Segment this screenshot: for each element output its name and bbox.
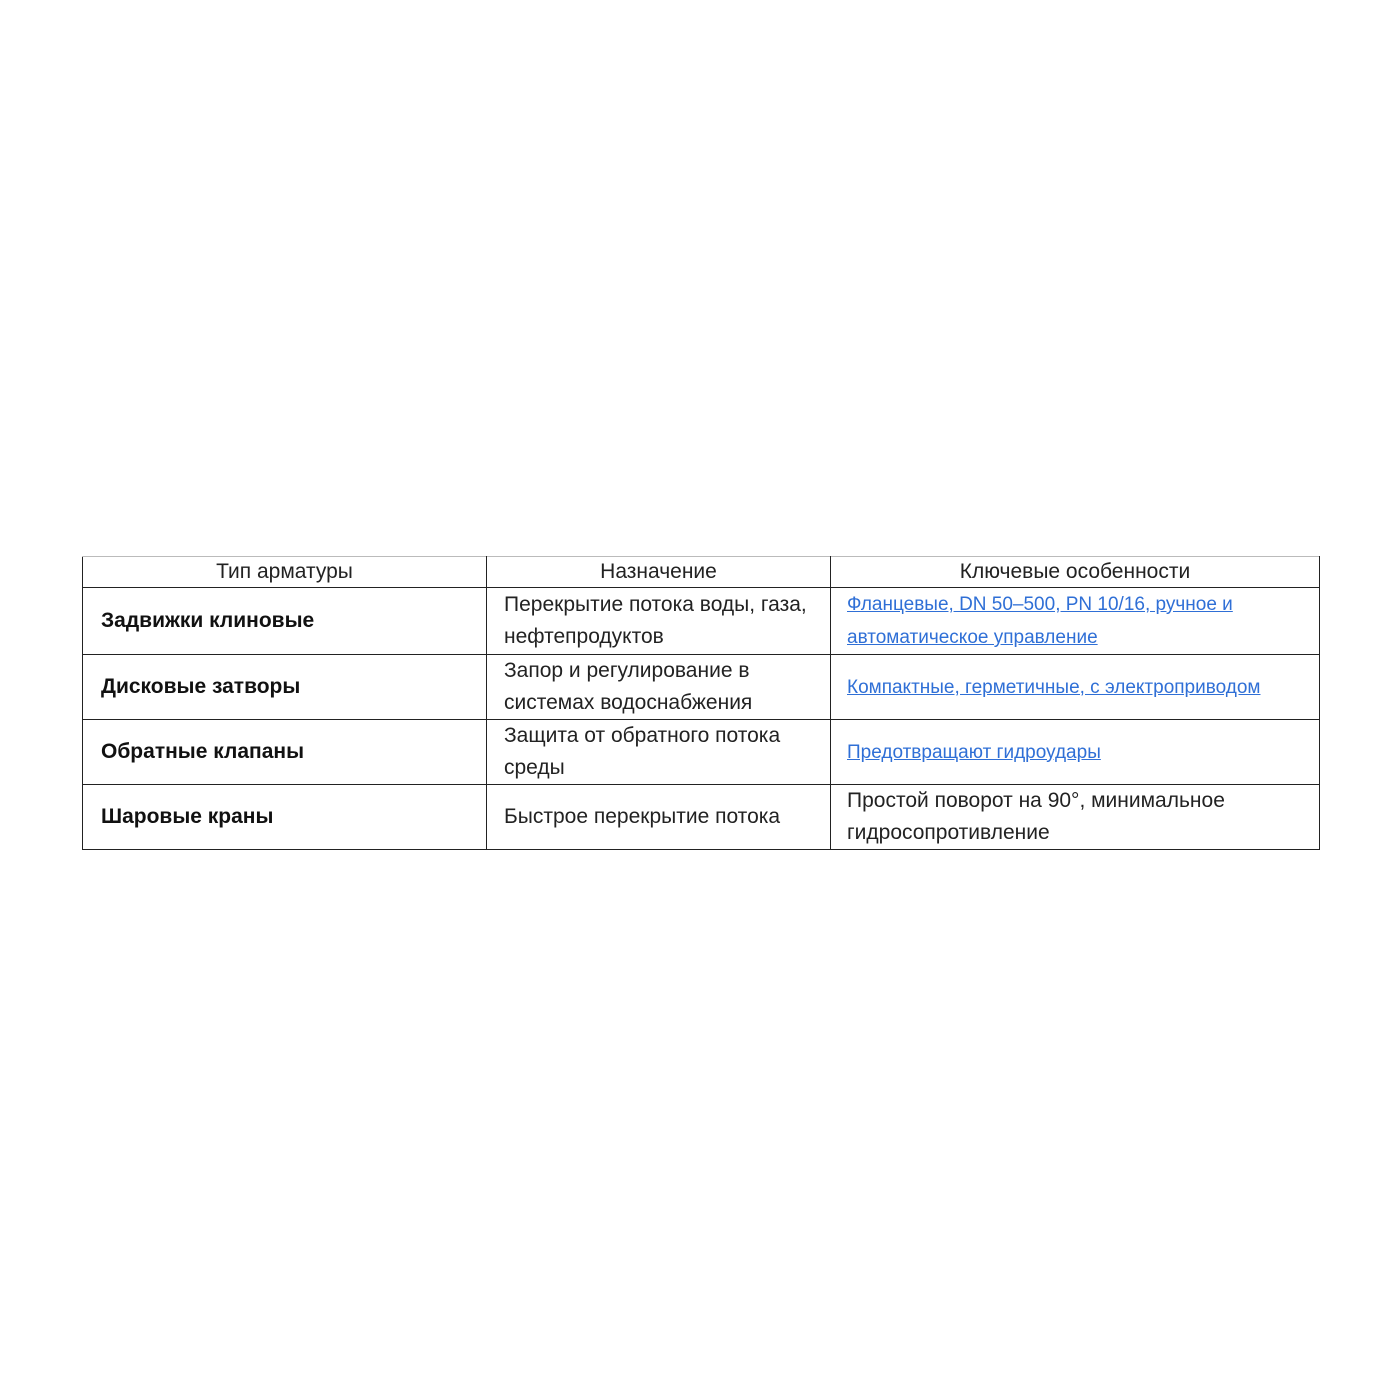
cell-purpose: Запор и регулирование в системах водоснабжения [487,655,831,720]
header-type: Тип арматуры [83,557,487,588]
table-row [83,720,1320,785]
cell-type: Задвижки клиновые [83,588,487,655]
feature-link[interactable]: Фланцевые, DN 50–500, PN 10/16, ручное и автоматическое управление [847,594,1233,648]
feature-link[interactable]: Компактные, герметичные, с электроприводом [847,676,1261,698]
valve-types-table [82,556,1320,850]
cell-purpose: Защита от обратного потока среды [487,720,831,785]
cell-type: Обратные клапаны [83,720,487,785]
feature-link[interactable]: Предотвращают гидроудары [847,741,1101,763]
table-header-row [83,557,1320,588]
header-features: Ключевые особенности [831,557,1320,588]
cell-features [831,720,1320,785]
cell-type: Дисковые затворы [83,655,487,720]
cell-features: Простой поворот на 90°, минимальное гидросопротивление [831,785,1320,850]
cell-purpose: Перекрытие потока воды, газа, нефтепродуктов [487,588,831,655]
table-row [83,785,1320,850]
table-row [83,588,1320,655]
cell-features [831,588,1320,655]
valve-types-table-container [82,556,1319,850]
header-purpose: Назначение [487,557,831,588]
cell-features [831,655,1320,720]
cell-purpose: Быстрое перекрытие потока [487,785,831,850]
table-row [83,655,1320,720]
cell-type: Шаровые краны [83,785,487,850]
